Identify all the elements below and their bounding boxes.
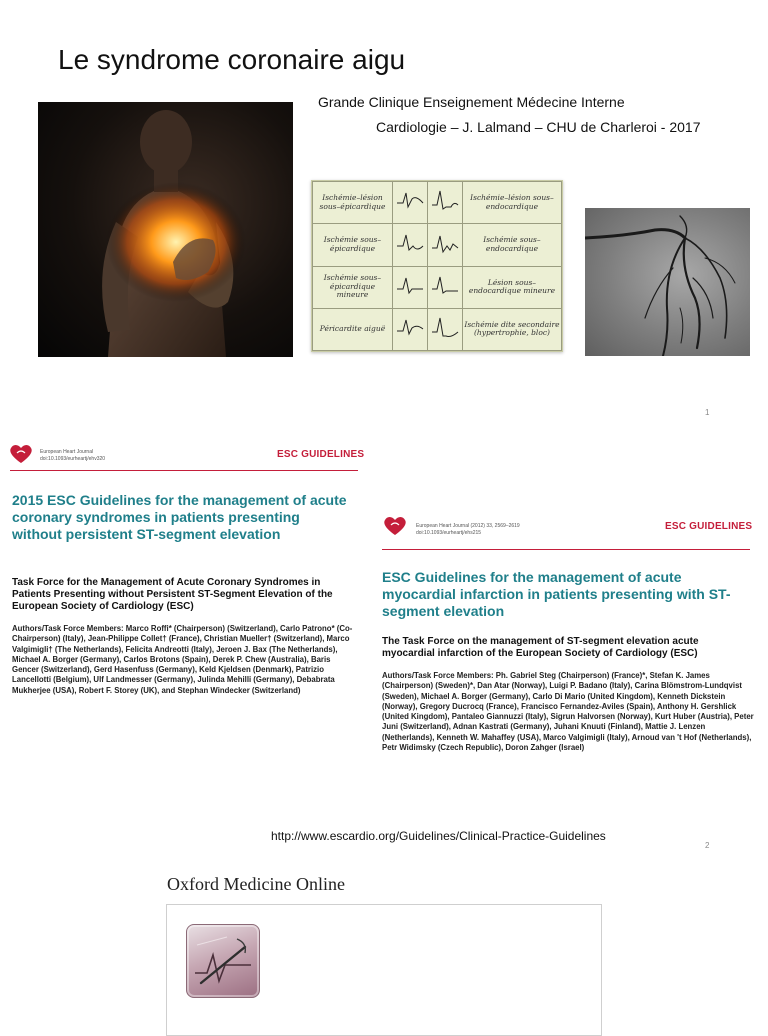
doc1-esc-guidelines-header: ESC GUIDELINES [277,449,365,460]
ecg-waveform-icon [427,308,462,350]
ecg-waveform-icon [427,266,462,308]
guidelines-url-link[interactable]: http://www.escardio.org/Guidelines/Clinical-Practice-Guidelines [271,829,606,843]
table-row [313,224,562,266]
page-number: 2 [705,841,710,850]
chest-pain-photo [38,102,293,357]
ecg-right-label: Ischémie sous–endocardique [462,224,561,266]
doc2-journal: European Heart Journal (2012) 33, 2569–2619 [416,523,520,529]
oxford-medicine-title: Oxford Medicine Online [167,874,345,894]
doc1-subtitle: Task Force for the Management of Acute Coronary Syndromes in Patients Presenting without Persistent ST-Segment Elevation of the European Society of Cardiology (ESC) [12,577,333,612]
table-row [313,266,562,308]
ecg-waveform-icon [392,224,427,266]
ecg-left-label: Péricardite aiguë [313,308,393,350]
ecg-waveform-icon [392,308,427,350]
doc1-authors: Authors/Task Force Members: Marco Roffi* (Chairperson) (Switzerland), Carlo Patrono* (Co-Chairperson) (Italy), Jean-Philippe Collet† (France), Christian Mueller† (Switzerland), Marco Valgimigli† (The Netherlands), Felicita Andreotti (Italy), Jeroen J. Bax (The Netherlands), Michael A. Borger (Germany), Carlos Brotons (Spain), Derek P. Chew (Australia), Baris Gencer (Switzerland), Gerd Hasenfuss (Germany), Keld Kjeldsen (Denmark), Patrizio Lancellotti (Belgium), Ulf Landmesser (Germany), Julinda Mehilli (Germany), Debabrata Mukherjee (USA), Robert F. Storey (UK), and Stephan Windecker (Switzerland) [12,624,353,695]
doc1-doi: doi:10.1093/eurheartj/ehv320 [40,455,106,462]
ecg-right-label: Lésion sous–endocardique mineure [462,266,561,308]
doc1-header-rule [10,470,358,471]
doc2-title: ESC Guidelines for the management of acute myocardial infarction in patients presenting with ST-segment elevation [382,569,731,619]
doc2-journal-ref [416,523,520,537]
ecg-left-label: Ischémie–lésion sous–épicardique [313,182,393,224]
doc1-journal-ref [40,449,105,463]
table-row [313,308,562,350]
doc2-doi: doi:10.1093/eurheartj/ehs215 [416,529,482,536]
slide-subtitle-line2: Cardiologie – J. Lalmand – CHU de Charleroi - 2017 [376,119,701,135]
slide-subtitle-line1: Grande Clinique Enseignement Médecine Interne [318,94,625,110]
doc1-title: 2015 ESC Guidelines for the management of acute coronary syndromes in patients presenting without persistent ST-segment elevation [12,492,347,542]
esc-heart-logo-icon [382,515,408,542]
page-number: 1 [705,408,710,417]
ecg-right-label: Ischémie dite secondaire (hypertrophie, bloc) [462,308,561,350]
ecg-left-label: Ischémie sous–épicardique [313,224,393,266]
ecg-left-label: Ischémie sous–épicardique mineure [313,266,393,308]
ecg-waveform-icon [392,182,427,224]
ecg-patterns-table [311,180,563,352]
esc-heart-logo-icon [8,443,34,470]
doc2-esc-guidelines-header: ESC GUIDELINES [665,521,753,532]
doc1-journal: European Heart Journal [40,449,94,455]
oxford-ecg-app-icon[interactable] [186,924,260,998]
ecg-right-label: Ischémie–lésion sous–endocardique [462,182,561,224]
doc2-subtitle: The Task Force on the management of ST-segment elevation acute myocardial infarction of the European Society of Cardiology (ESC) [382,636,699,659]
ecg-waveform-icon [392,266,427,308]
coronary-angiogram-image [585,208,750,356]
ecg-waveform-icon [427,224,462,266]
slide-title: Le syndrome coronaire aigu [58,44,406,75]
doc2-header-rule [382,549,750,550]
doc2-authors: Authors/Task Force Members: Ph. Gabriel Steg (Chairperson) (France)*, Stefan K. James (Chairperson) (Sweden)*, Dan Atar (Norway), Luigi P. Badano (Italy), Carina Blömstrom-Lundqvist (Sweden), Michael A. Borger (Germany), Carlo Di Mario (United Kingdom), Kenneth Dickstein (Norway), Gregory Ducrocq (France), Francisco Fernandez-Aviles (Spain), Anthony H. Gershlick (United Kingdom), Pantaleo Giannuzzi (Italy), Sigrun Halvorsen (Norway), Kurt Huber (Austria), Peter Juni (Switzerland), Adnan Kastrati (Germany), Juhani Knuuti (Finland), Mattie J. Lenzen (Netherlands), Kenneth W. Mahaffey (USA), Marco Valgimigli (Italy), Arnoud van 't Hof (Netherlands), Petr Widimsky (Czech Republic), Doron Zahger (Israel) [382,671,754,752]
table-row [313,182,562,224]
ecg-waveform-icon [427,182,462,224]
